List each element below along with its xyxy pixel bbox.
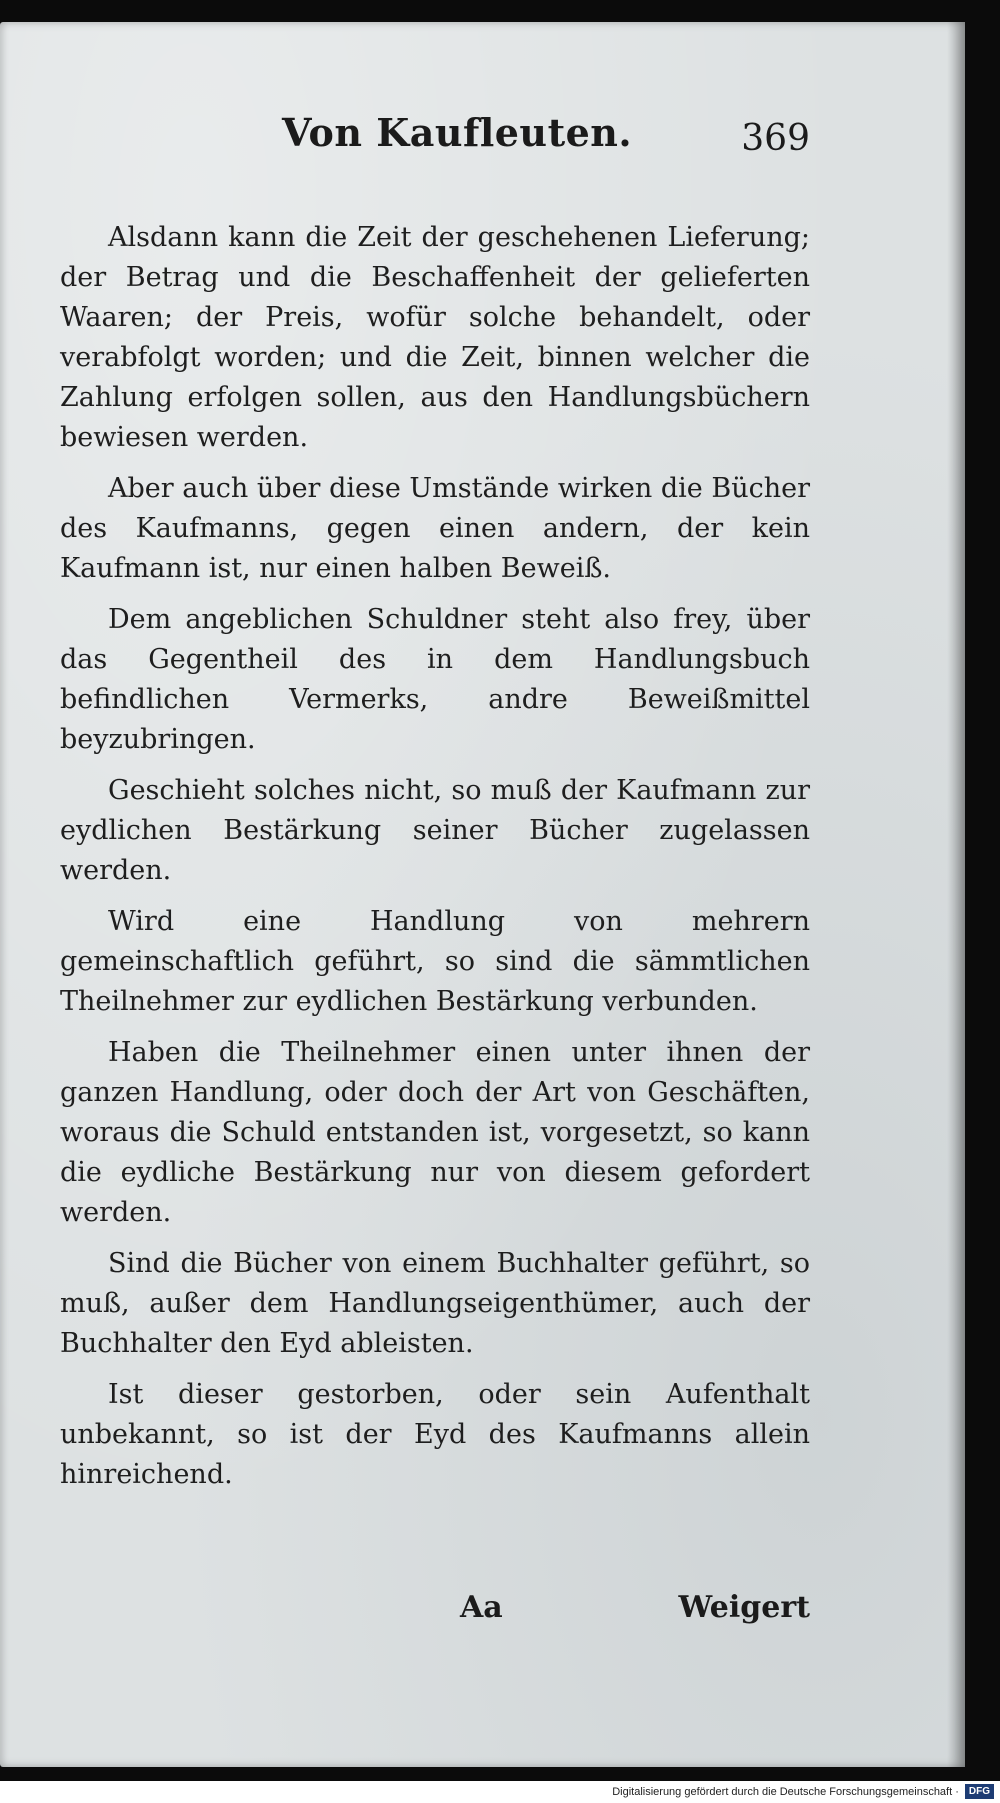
credit-text: Digitalisierung gefördert durch die Deutsche Forschungsgemeinschaft · xyxy=(612,1785,959,1798)
page-footer xyxy=(60,1590,810,1636)
paragraph: Wird eine Handlung von mehrern gemeinschaftlich geführt, so sind die sämmtlichen Theilnehmer zur eydlichen Bestärkung verbunden. xyxy=(60,906,810,1017)
paragraph: Dem angeblichen Schuldner steht also frey, über das Gegentheil des in dem Handlungsbuch befindlichen Vermerks, andre Beweißmittel beyzubringen. xyxy=(60,604,810,755)
paragraph: Sind die Bücher von einem Buchhalter geführt, so muß, außer dem Handlungseigenthümer, auch der Buchhalter den Eyd ableisten. xyxy=(60,1248,810,1359)
paragraph: Alsdann kann die Zeit der geschehenen Lieferung; der Betrag und die Beschaffenheit der gelieferten Waaren; der Preis, wofür solche behandelt, oder verabfolgt worden; und die Zeit, binnen welcher die Zahlung erfolgen sollen, aus den Handlungsbüchern bewiesen werden. xyxy=(60,222,810,453)
page-spine-shadow xyxy=(947,22,965,1767)
credit-line xyxy=(612,1784,994,1799)
signature-mark: Aa xyxy=(460,1590,503,1625)
paragraph: Aber auch über diese Umstände wirken die Bücher des Kaufmanns, gegen einen andern, der kein Kaufmann ist, nur einen halben Beweiß. xyxy=(60,473,810,584)
catchword: Weigert xyxy=(678,1590,810,1625)
page-header xyxy=(60,110,810,170)
book-page xyxy=(0,22,965,1767)
page-number: 369 xyxy=(741,118,810,159)
paragraph: Haben die Theilnehmer einen unter ihnen der ganzen Handlung, oder doch der Art von Geschäften, woraus die Schuld entstanden ist, vorgesetzt, so kann die eydliche Bestärkung nur von diesem gefordert werden. xyxy=(60,1037,810,1228)
body-text xyxy=(60,218,810,1506)
paragraph: Ist dieser gestorben, oder sein Aufenthalt unbekannt, so ist der Eyd des Kaufmanns allein hinreichend. xyxy=(60,1379,810,1490)
dfg-logo-icon: DFG xyxy=(965,1784,994,1799)
paragraph: Geschieht solches nicht, so muß der Kaufmann zur eydlichen Bestärkung seiner Bücher zugelassen werden. xyxy=(60,775,810,886)
credit-strip xyxy=(0,1781,1000,1803)
running-title: Von Kaufleuten. xyxy=(282,110,633,155)
